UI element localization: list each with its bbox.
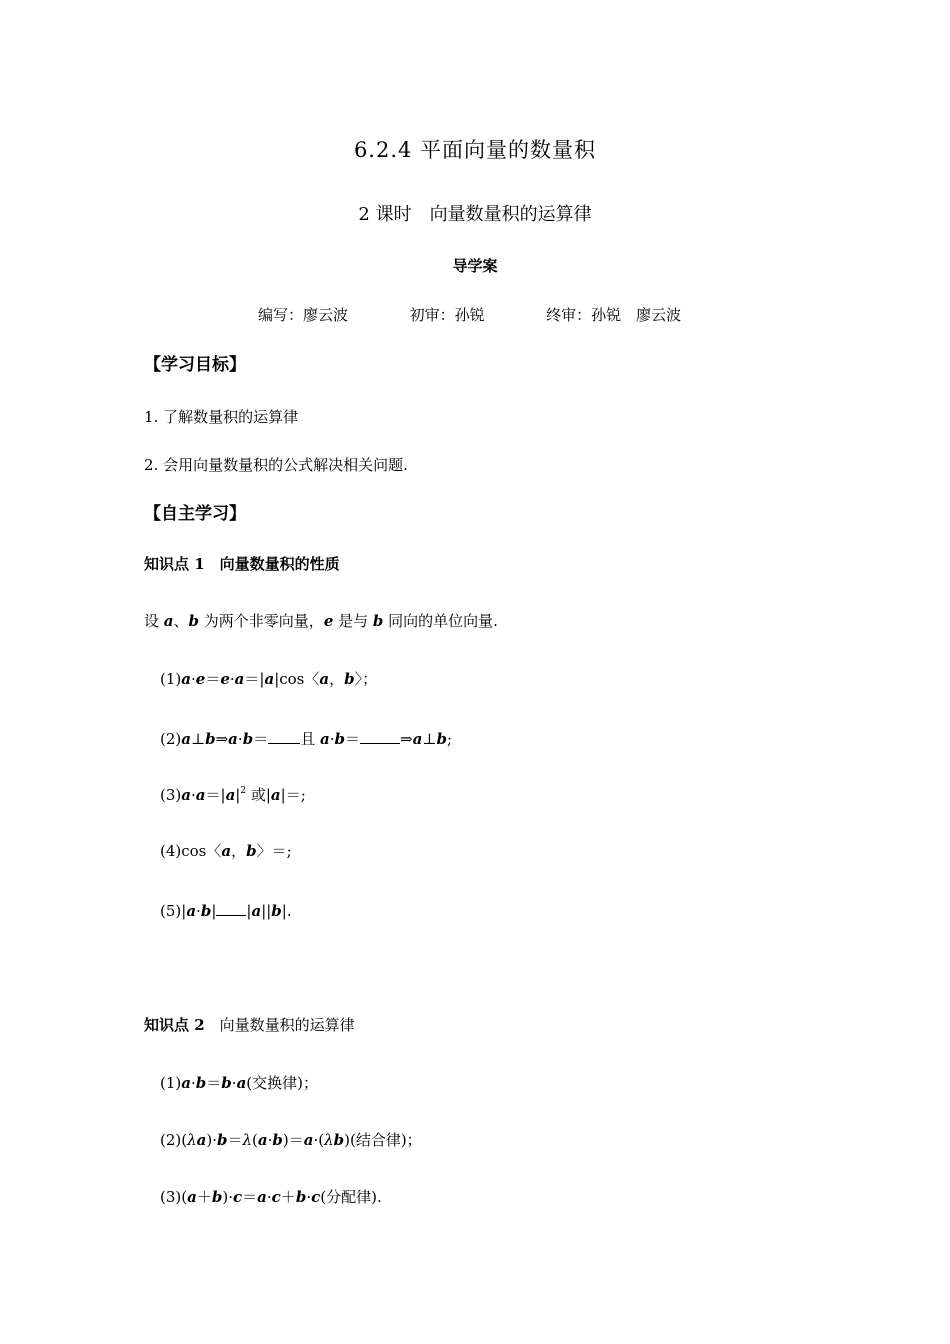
lesson-subtitle: 2 课时 向量数量积的运算律 bbox=[358, 204, 592, 225]
self-study-heading: 【自主学习】 bbox=[144, 504, 246, 524]
knowledge-point-1-title: 知识点 1 向量数量积的性质 bbox=[144, 555, 340, 573]
fill-blank bbox=[360, 729, 400, 744]
fill-blank bbox=[216, 901, 246, 916]
knowledge-point-2-name: 向量数量积的运算律 bbox=[204, 1016, 355, 1034]
property-2: (2)a⊥b⇒a·b＝ 且 a·b＝ ⇒a⊥b; bbox=[160, 730, 452, 748]
fill-blank bbox=[268, 729, 300, 744]
vector-setup-text: 设 a、b 为两个非零向量，e 是与 b 同向的单位向量. bbox=[144, 612, 498, 630]
goal-item-2: 2. 会用向量数量积的公式解决相关问题. bbox=[144, 456, 408, 474]
initial-review-label: 初审：孙锐 bbox=[409, 306, 485, 324]
page-title: 6.2.4 平面向量的数量积 bbox=[353, 138, 597, 162]
law-1-commutative: (1)a·b＝b·a(交换律)； bbox=[160, 1074, 319, 1092]
learning-goals-heading: 【学习目标】 bbox=[144, 355, 246, 375]
property-5: (5)|a·b| |a||b|. bbox=[160, 902, 292, 920]
property-4: (4)cos〈a，b〉＝; bbox=[160, 842, 292, 860]
goal-item-1: 1. 了解数量积的运算律 bbox=[144, 408, 299, 426]
law-2-associative: (2)(λa)·b＝λ(a·b)＝a·(λb)(结合律)； bbox=[160, 1131, 422, 1149]
law-3-distributive: (3)(a＋b)·c＝a·c＋b·c(分配律). bbox=[160, 1188, 382, 1206]
final-review-label: 终审：孙锐 廖云波 bbox=[546, 306, 682, 324]
property-3: $(3)a\cdot a=|a|^2$ 或|a|＝; bbox=[160, 786, 306, 804]
property-1: (1)a·e＝e·a＝|a|cos〈a，b〉； bbox=[160, 670, 378, 688]
author-label: 编写：廖云波 bbox=[258, 306, 349, 324]
authors-line bbox=[258, 308, 681, 323]
knowledge-point-2-title: 知识点 2 向量数量积的运算律 bbox=[144, 1016, 355, 1034]
document-type: 导学案 bbox=[452, 257, 498, 275]
